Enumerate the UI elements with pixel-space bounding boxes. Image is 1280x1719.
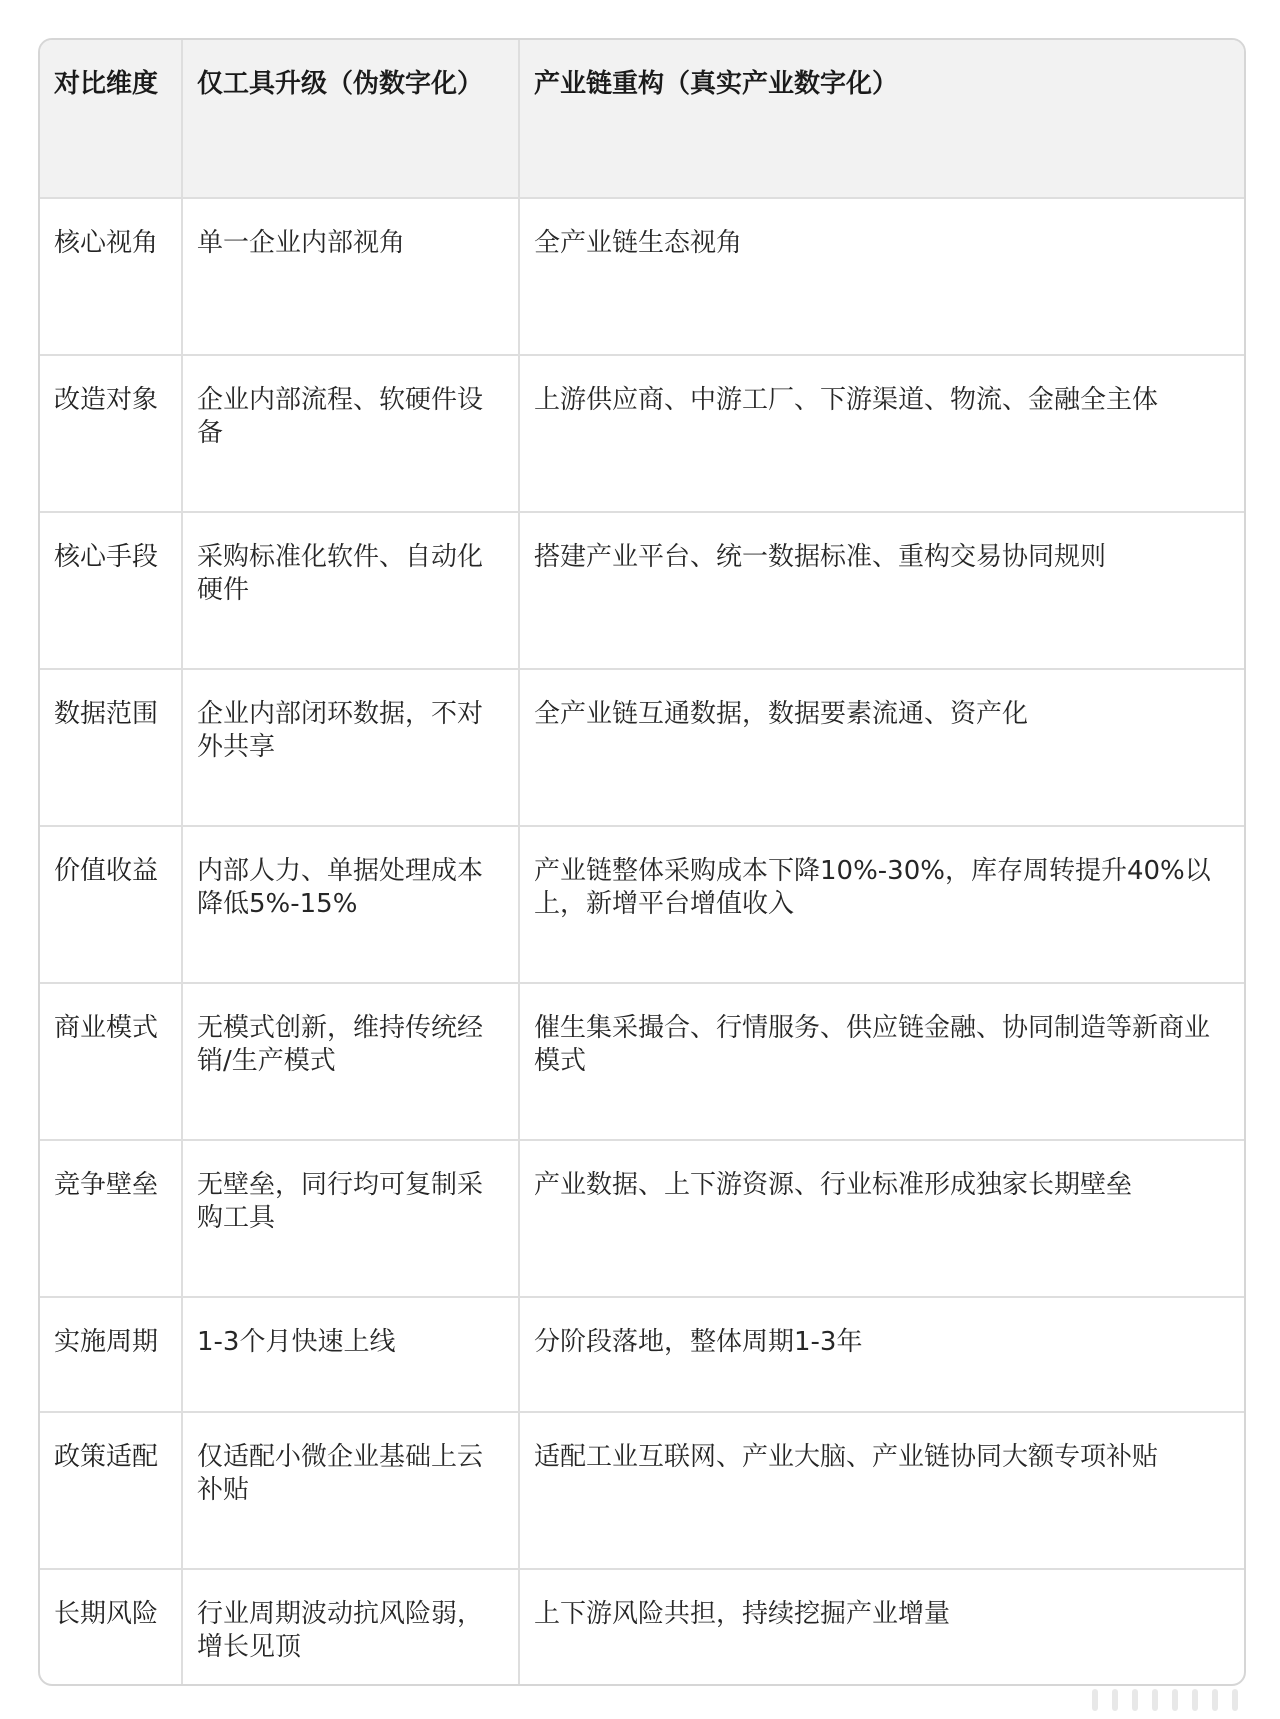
row-chain-restructure: 产业链整体采购成本下降10%-30%，库存周转提升40%以上，新增平台增值收入 (519, 826, 1244, 983)
table-row (40, 355, 1244, 512)
watermark-bar (1232, 1689, 1238, 1711)
header-dimension: 对比维度 (40, 40, 182, 198)
watermark-bar (1192, 1689, 1198, 1711)
row-dimension: 改造对象 (40, 355, 182, 512)
row-tool-upgrade: 企业内部闭环数据，不对外共享 (182, 669, 519, 826)
row-tool-upgrade: 无模式创新，维持传统经销/生产模式 (182, 983, 519, 1140)
row-dimension: 政策适配 (40, 1412, 182, 1569)
row-chain-restructure: 适配工业互联网、产业大脑、产业链协同大额专项补贴 (519, 1412, 1244, 1569)
row-dimension: 核心视角 (40, 198, 182, 355)
row-tool-upgrade: 内部人力、单据处理成本降低5%-15% (182, 826, 519, 983)
row-dimension: 核心手段 (40, 512, 182, 669)
table-row (40, 1569, 1244, 1686)
row-chain-restructure: 全产业链互通数据，数据要素流通、资产化 (519, 669, 1244, 826)
row-chain-restructure: 搭建产业平台、统一数据标准、重构交易协同规则 (519, 512, 1244, 669)
table-row (40, 826, 1244, 983)
watermark-bar (1112, 1689, 1118, 1711)
row-chain-restructure: 分阶段落地，整体周期1-3年 (519, 1297, 1244, 1412)
watermark-bar (1152, 1689, 1158, 1711)
row-dimension: 实施周期 (40, 1297, 182, 1412)
row-tool-upgrade: 采购标准化软件、自动化硬件 (182, 512, 519, 669)
watermark-bar (1212, 1689, 1218, 1711)
comparison-table-container (38, 38, 1246, 1686)
row-dimension: 数据范围 (40, 669, 182, 826)
row-chain-restructure: 上游供应商、中游工厂、下游渠道、物流、金融全主体 (519, 355, 1244, 512)
table-row (40, 669, 1244, 826)
watermark-bar (1092, 1689, 1098, 1711)
row-chain-restructure: 上下游风险共担，持续挖掘产业增量 (534, 1599, 951, 1629)
table-row (40, 1297, 1244, 1412)
row-tool-upgrade: 无壁垒，同行均可复制采购工具 (182, 1140, 519, 1297)
row-chain-restructure: 产业数据、上下游资源、行业标准形成独家长期壁垒 (519, 1140, 1244, 1297)
watermark-bar (1172, 1689, 1178, 1711)
row-tool-upgrade: 企业内部流程、软硬件设备 (182, 355, 519, 512)
row-dimension: 商业模式 (40, 983, 182, 1140)
table-row (40, 1412, 1244, 1569)
row-chain-restructure: 全产业链生态视角 (519, 198, 1244, 355)
watermark-bars (938, 1683, 1238, 1711)
row-chain-restructure: 催生集采撮合、行情服务、供应链金融、协同制造等新商业模式 (519, 983, 1244, 1140)
watermark-bar (1132, 1689, 1138, 1711)
header-chain-restructure: 产业链重构（真实产业数字化） (519, 40, 1244, 198)
row-dimension: 价值收益 (40, 826, 182, 983)
row-dimension: 竞争壁垒 (40, 1140, 182, 1297)
comparison-table (40, 40, 1244, 1686)
row-tool-upgrade: 仅适配小微企业基础上云补贴 (182, 1412, 519, 1569)
table-header-row (40, 40, 1244, 198)
row-dimension: 长期风险 (40, 1569, 182, 1686)
row-tool-upgrade: 行业周期波动抗风险弱，增长见顶 (182, 1569, 519, 1686)
row-tool-upgrade: 1-3个月快速上线 (182, 1297, 519, 1412)
header-tool-upgrade: 仅工具升级（伪数字化） (182, 40, 519, 198)
table-row (40, 983, 1244, 1140)
table-row (40, 512, 1244, 669)
row-tool-upgrade: 单一企业内部视角 (182, 198, 519, 355)
table-row (40, 198, 1244, 355)
table-row (40, 1140, 1244, 1297)
